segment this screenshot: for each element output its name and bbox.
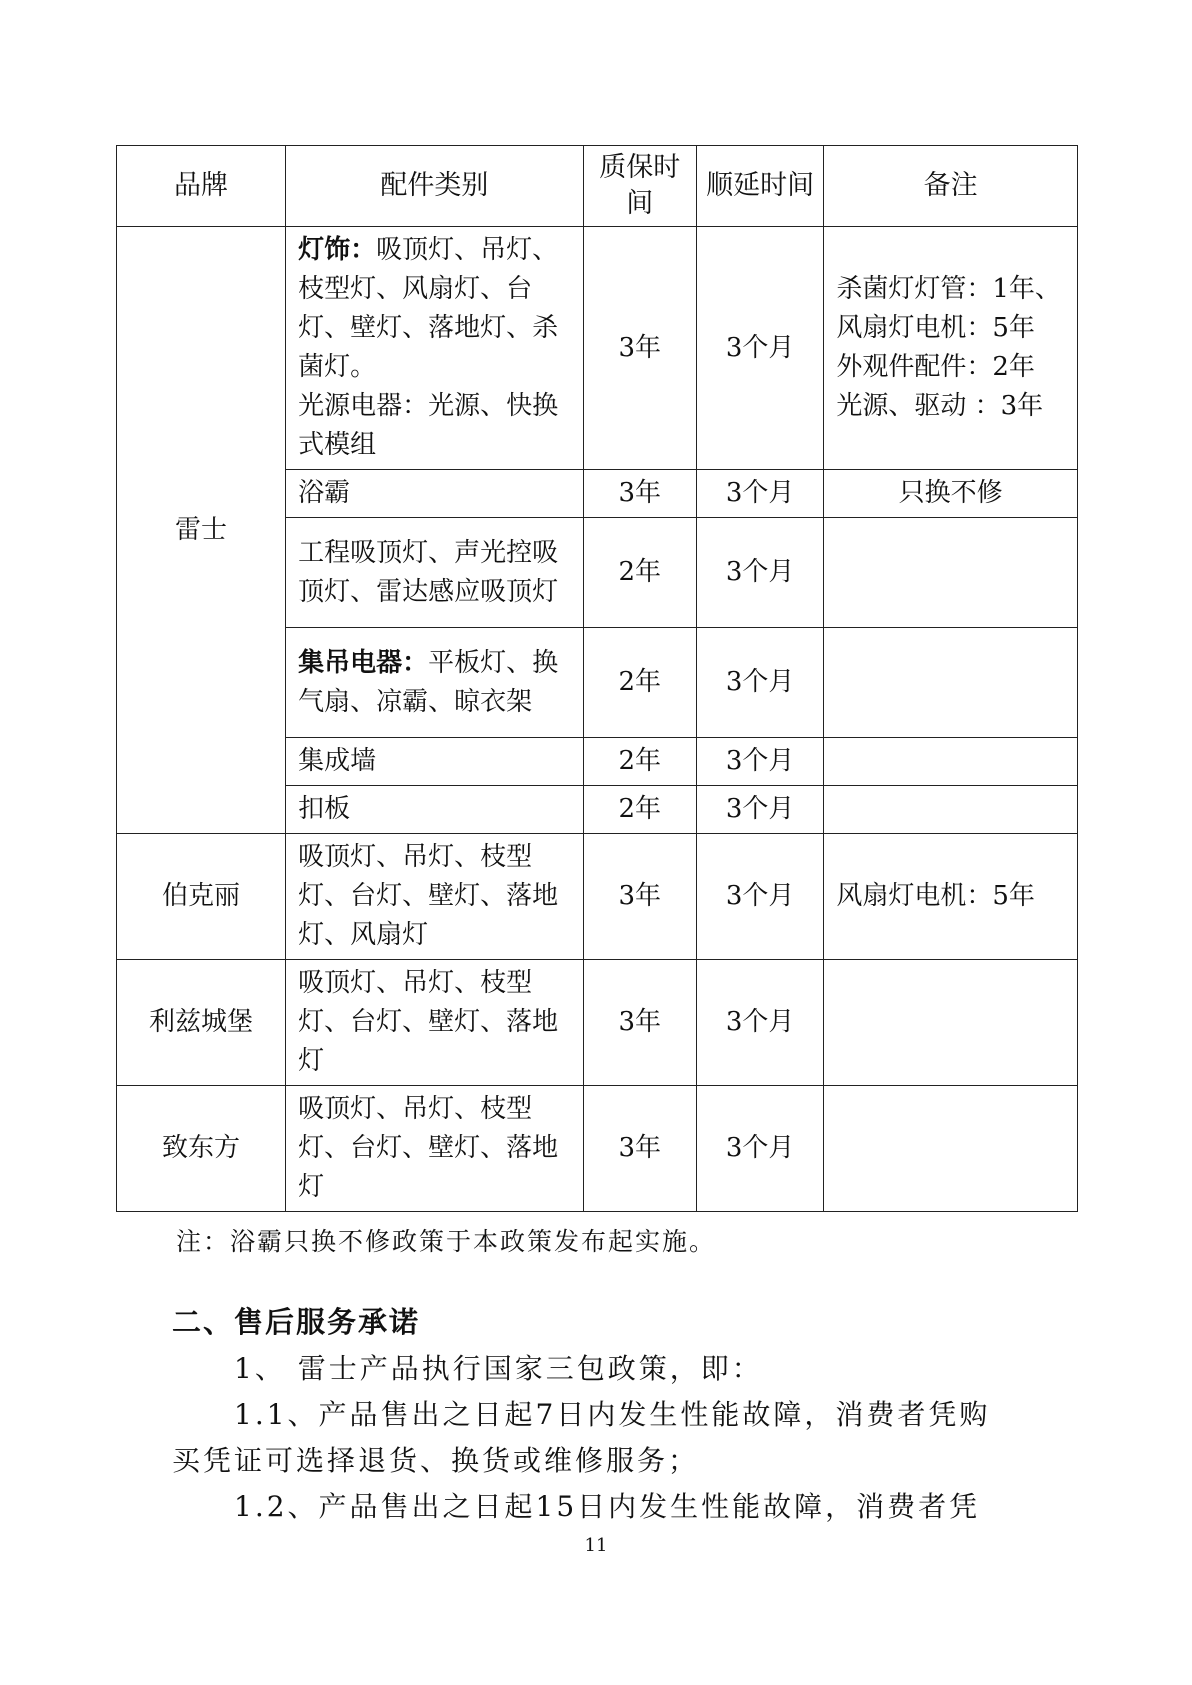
extension-cell: 3个月 — [697, 786, 824, 834]
section-title: 二、售后服务承诺 — [172, 1305, 421, 1339]
table-row — [117, 960, 1078, 1086]
remark-cell — [824, 628, 1078, 738]
warranty-cell: 3年 — [583, 227, 696, 470]
warranty-cell: 2年 — [583, 628, 696, 738]
header-remark: 备注 — [824, 146, 1078, 227]
category-cell — [286, 227, 584, 470]
remark-line: 外观件配件：2年 — [836, 352, 1035, 382]
category-text-2: 光源电器：光源、快换式模组 — [298, 391, 559, 460]
category-cell: 扣板 — [286, 786, 584, 834]
warranty-cell: 2年 — [583, 738, 696, 786]
category-cell: 浴霸 — [286, 470, 584, 518]
category-bold-label: 灯饰： — [298, 235, 377, 265]
remark-cell — [824, 227, 1078, 470]
category-cell: 集成墙 — [286, 738, 584, 786]
category-cell: 吸顶灯、吊灯、枝型灯、台灯、壁灯、落地灯 — [286, 1086, 584, 1212]
remark-cell — [824, 960, 1078, 1086]
remark-line: 杀菌灯灯管：1年、 — [836, 274, 1061, 304]
brand-cell: 致东方 — [117, 1086, 286, 1212]
remark-cell — [824, 786, 1078, 834]
extension-cell: 3个月 — [697, 1086, 824, 1212]
warranty-table — [116, 145, 1078, 1212]
table-header-row — [117, 146, 1078, 227]
header-category: 配件类别 — [286, 146, 584, 227]
header-extension: 顺延时间 — [697, 146, 824, 227]
paragraph: 1.1、产品售出之日起7日内发生性能故障，消费者凭购买凭证可选择退货、换货或维修服务； — [172, 1398, 991, 1477]
paragraph: 1、 雷士产品执行国家三包政策，即： — [234, 1352, 763, 1385]
brand-cell: 雷士 — [117, 227, 286, 834]
brand-cell: 伯克丽 — [117, 834, 286, 960]
extension-cell: 3个月 — [697, 738, 824, 786]
header-brand: 品牌 — [117, 146, 286, 227]
remark-cell — [824, 1086, 1078, 1212]
warranty-cell: 3年 — [583, 1086, 696, 1212]
remark-cell — [824, 518, 1078, 628]
category-text: 吸顶灯、吊灯、枝型灯、风扇灯、台灯、壁灯、落地灯、杀菌灯。 — [298, 235, 559, 382]
warranty-cell: 2年 — [583, 518, 696, 628]
category-cell: 吸顶灯、吊灯、枝型灯、台灯、壁灯、落地灯 — [286, 960, 584, 1086]
warranty-cell: 2年 — [583, 786, 696, 834]
category-cell: 吸顶灯、吊灯、枝型灯、台灯、壁灯、落地灯、风扇灯 — [286, 834, 584, 960]
warranty-cell: 3年 — [583, 960, 696, 1086]
category-cell: 工程吸顶灯、声光控吸顶灯、雷达感应吸顶灯 — [286, 518, 584, 628]
extension-cell: 3个月 — [697, 834, 824, 960]
remark-cell — [824, 738, 1078, 786]
table-note: 注：浴霸只换不修政策于本政策发布起实施。 — [176, 1227, 717, 1256]
extension-cell: 3个月 — [697, 227, 824, 470]
page-number: 11 — [584, 1535, 608, 1556]
table-row — [117, 227, 1078, 470]
remark-cell: 只换不修 — [824, 470, 1078, 518]
warranty-cell: 3年 — [583, 470, 696, 518]
extension-cell: 3个月 — [697, 960, 824, 1086]
table-row — [117, 834, 1078, 960]
category-bold-label: 集吊电器： — [298, 647, 429, 678]
category-text: 平板灯、换气扇、凉霸、晾衣架 — [298, 647, 559, 717]
warranty-cell: 3年 — [583, 834, 696, 960]
extension-cell: 3个月 — [697, 628, 824, 738]
remark-cell: 风扇灯电机：5年 — [824, 834, 1078, 960]
extension-cell: 3个月 — [697, 470, 824, 518]
brand-cell: 利兹城堡 — [117, 960, 286, 1086]
remark-line: 风扇灯电机：5年 — [836, 313, 1035, 343]
extension-cell: 3个月 — [697, 518, 824, 628]
category-cell — [286, 628, 584, 738]
remark-line: 光源、驱动 ：3年 — [836, 391, 1044, 421]
header-warranty: 质保时间 — [583, 146, 696, 227]
paragraph: 1.2、产品售出之日起15日内发生性能故障，消费者凭 — [234, 1490, 981, 1523]
table-row — [117, 1086, 1078, 1212]
